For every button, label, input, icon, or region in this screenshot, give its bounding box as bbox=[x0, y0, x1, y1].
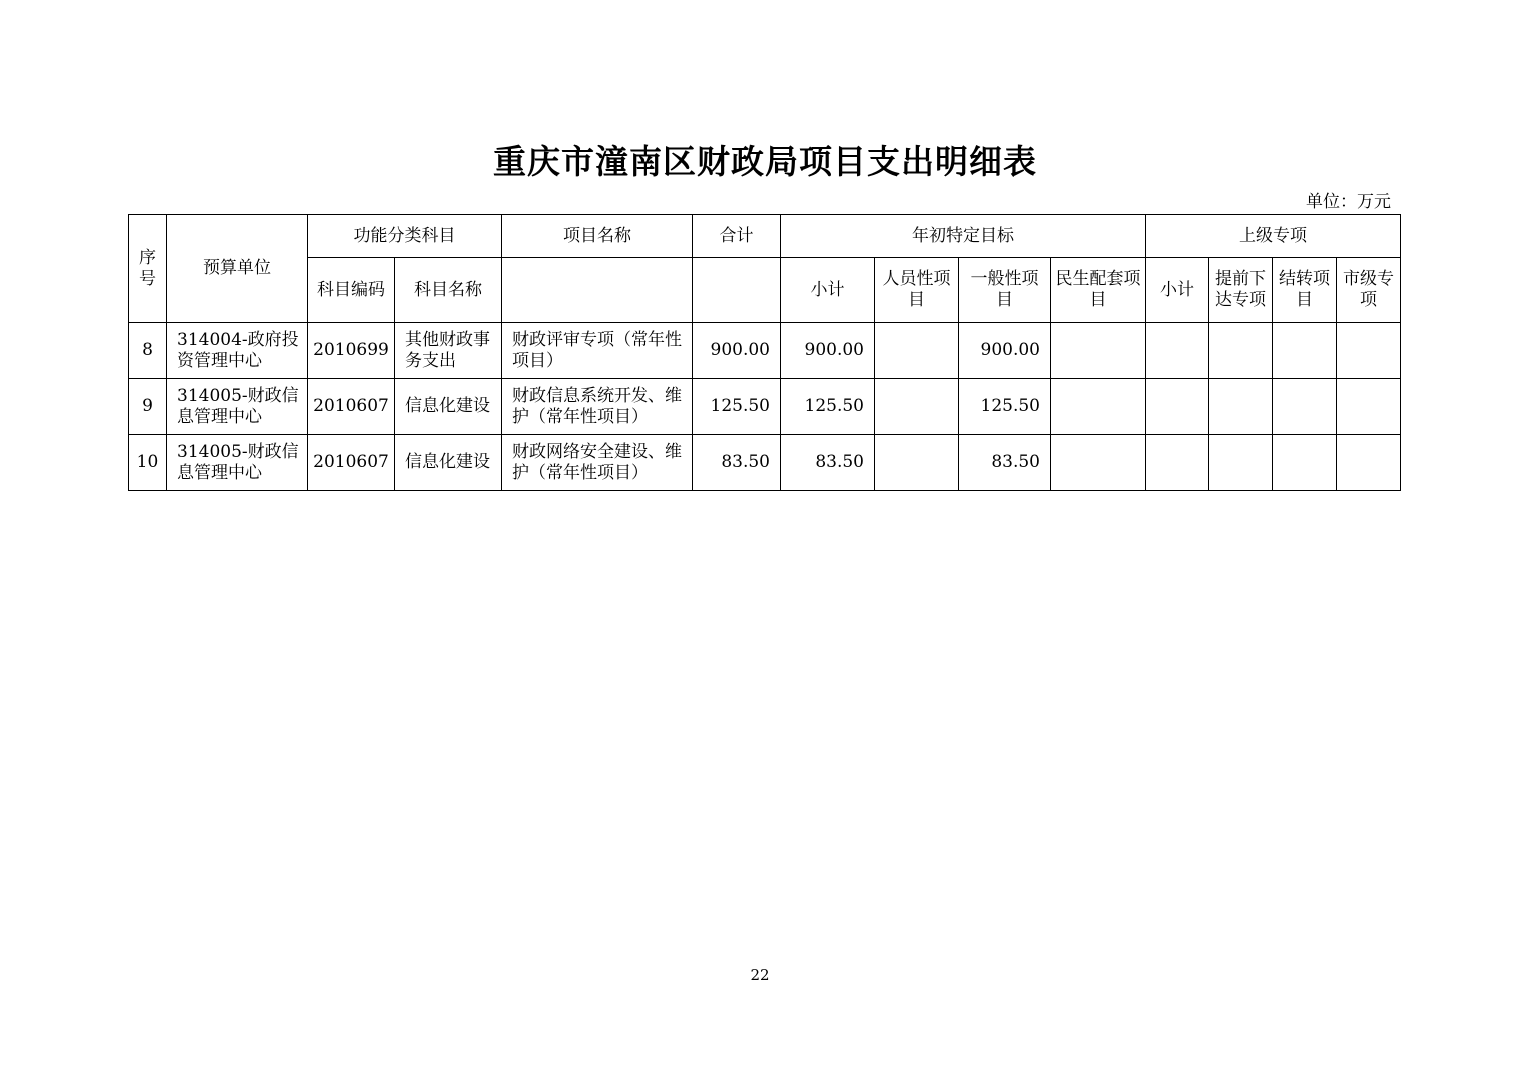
header-superior-subtotal: 小计 bbox=[1146, 258, 1209, 323]
header-subject-name: 科目名称 bbox=[395, 258, 502, 323]
cell-subject-name: 信息化建设 bbox=[395, 435, 502, 491]
cell-annual-subtotal: 125.50 bbox=[781, 379, 875, 435]
cell-total: 125.50 bbox=[693, 379, 781, 435]
cell-livelihood bbox=[1051, 379, 1146, 435]
cell-municipal bbox=[1337, 323, 1401, 379]
cell-annual-subtotal: 900.00 bbox=[781, 323, 875, 379]
cell-total: 83.50 bbox=[693, 435, 781, 491]
header-project-name-blank bbox=[502, 258, 693, 323]
cell-general: 900.00 bbox=[959, 323, 1051, 379]
cell-seq: 9 bbox=[129, 379, 167, 435]
header-row-2 bbox=[129, 258, 1401, 323]
cell-superior-subtotal bbox=[1146, 379, 1209, 435]
header-advance: 提前下达专项 bbox=[1209, 258, 1273, 323]
cell-municipal bbox=[1337, 379, 1401, 435]
cell-livelihood bbox=[1051, 323, 1146, 379]
table-row bbox=[129, 323, 1401, 379]
page-title: 重庆市潼南区财政局项目支出明细表 bbox=[493, 142, 1037, 181]
header-total: 合计 bbox=[693, 215, 781, 258]
cell-superior-subtotal bbox=[1146, 323, 1209, 379]
cell-general: 125.50 bbox=[959, 379, 1051, 435]
cell-project-name: 财政信息系统开发、维护（常年性项目） bbox=[502, 379, 693, 435]
header-personnel: 人员性项目 bbox=[875, 258, 959, 323]
cell-personnel bbox=[875, 379, 959, 435]
cell-carryover bbox=[1273, 435, 1337, 491]
cell-seq: 10 bbox=[129, 435, 167, 491]
cell-project-name: 财政网络安全建设、维护（常年性项目） bbox=[502, 435, 693, 491]
cell-personnel bbox=[875, 323, 959, 379]
cell-budget-unit: 314005-财政信息管理中心 bbox=[167, 435, 308, 491]
table-row bbox=[129, 379, 1401, 435]
cell-project-name: 财政评审专项（常年性项目） bbox=[502, 323, 693, 379]
header-budget-unit: 预算单位 bbox=[167, 215, 308, 323]
header-municipal: 市级专项 bbox=[1337, 258, 1401, 323]
header-superior-special: 上级专项 bbox=[1146, 215, 1401, 258]
cell-subject-name: 信息化建设 bbox=[395, 379, 502, 435]
cell-subject-code: 2010607 bbox=[308, 379, 395, 435]
cell-total: 900.00 bbox=[693, 323, 781, 379]
table-row bbox=[129, 435, 1401, 491]
header-annual-subtotal: 小计 bbox=[781, 258, 875, 323]
header-function-class: 功能分类科目 bbox=[308, 215, 502, 258]
header-annual-target: 年初特定目标 bbox=[781, 215, 1146, 258]
header-seq: 序号 bbox=[129, 215, 167, 323]
header-row-1 bbox=[129, 215, 1401, 258]
cell-livelihood bbox=[1051, 435, 1146, 491]
cell-advance bbox=[1209, 323, 1273, 379]
header-general: 一般性项目 bbox=[959, 258, 1051, 323]
header-total-blank bbox=[693, 258, 781, 323]
cell-advance bbox=[1209, 379, 1273, 435]
header-subject-code: 科目编码 bbox=[308, 258, 395, 323]
cell-subject-code: 2010607 bbox=[308, 435, 395, 491]
page-number: 22 bbox=[750, 966, 770, 984]
header-project-name: 项目名称 bbox=[502, 215, 693, 258]
header-carryover: 结转项目 bbox=[1273, 258, 1337, 323]
cell-annual-subtotal: 83.50 bbox=[781, 435, 875, 491]
cell-subject-code: 2010699 bbox=[308, 323, 395, 379]
cell-superior-subtotal bbox=[1146, 435, 1209, 491]
header-livelihood: 民生配套项目 bbox=[1051, 258, 1146, 323]
cell-carryover bbox=[1273, 379, 1337, 435]
cell-municipal bbox=[1337, 435, 1401, 491]
cell-budget-unit: 314004-政府投资管理中心 bbox=[167, 323, 308, 379]
cell-seq: 8 bbox=[129, 323, 167, 379]
cell-budget-unit: 314005-财政信息管理中心 bbox=[167, 379, 308, 435]
cell-carryover bbox=[1273, 323, 1337, 379]
cell-general: 83.50 bbox=[959, 435, 1051, 491]
cell-personnel bbox=[875, 435, 959, 491]
cell-advance bbox=[1209, 435, 1273, 491]
project-expenditure-table bbox=[128, 214, 1401, 491]
cell-subject-name: 其他财政事务支出 bbox=[395, 323, 502, 379]
unit-label: 单位：万元 bbox=[1306, 192, 1391, 212]
